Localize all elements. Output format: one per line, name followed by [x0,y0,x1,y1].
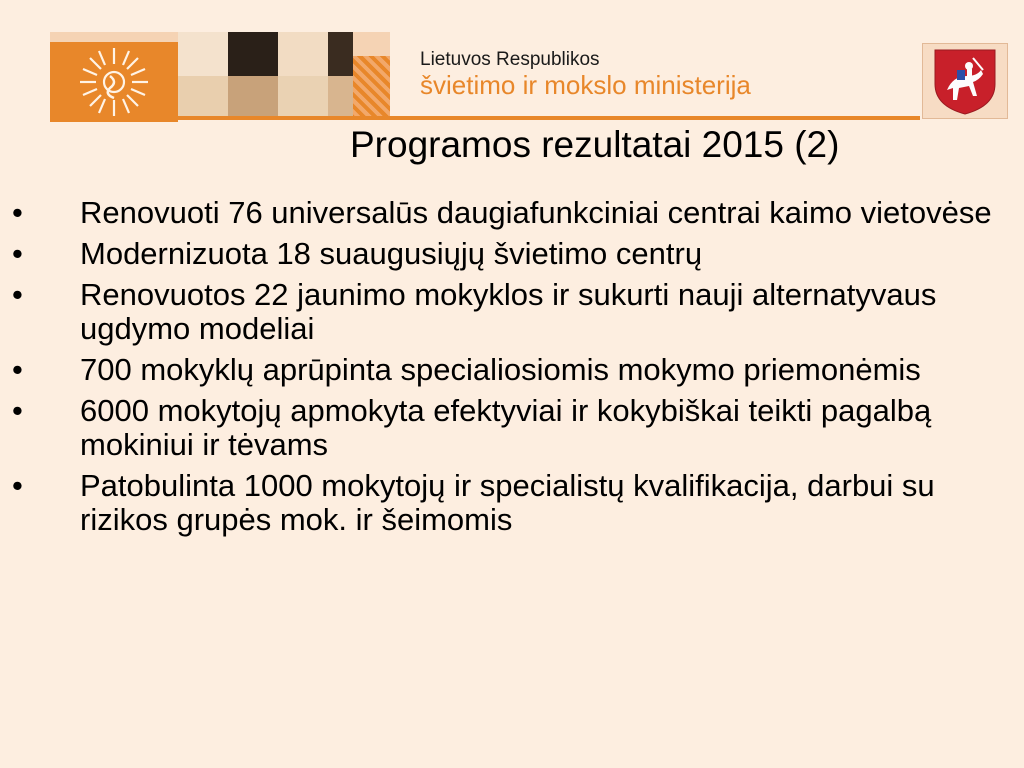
list-item-text: Modernizuota 18 suaugusiųjų švietimo centrų [80,236,703,271]
bullet-marker: • [12,236,23,271]
organization-name [420,50,751,99]
bullet-marker: • [12,468,23,503]
list-item [0,394,1010,462]
list-item [0,278,1010,346]
list-item [0,469,1010,537]
org-line-2: švietimo ir mokslo ministerija [420,69,751,100]
header-divider [50,116,920,120]
list-item-text: Patobulinta 1000 mokytojų ir specialistų kvalifikacija, darbui su rizikos grupės mok. ir šeimomis [80,468,935,537]
list-item-text: Renovuotos 22 jaunimo mokyklos ir sukurti nauji alternatyvaus ugdymo modeliai [80,277,937,346]
org-line-1: Lietuvos Respublikos [420,49,600,70]
lithuanian-coat-of-arms-icon [922,43,1008,119]
list-item-text: 700 mokyklų aprūpinta specialiosiomis mokymo priemonėmis [80,352,921,387]
list-item-text: 6000 mokytojų apmokyta efektyviai ir kokybiškai teikti pagalbą mokiniui ir tėvams [80,393,932,462]
list-item [0,237,1010,271]
list-item [0,353,1010,387]
bullet-marker: • [12,352,23,387]
bullet-marker: • [12,393,23,428]
header-photo [178,32,353,120]
bullet-marker: • [12,195,23,230]
ministry-logo-icon [50,42,178,122]
list-item-text: Renovuoti 76 universalūs daugiafunkciniai centrai kaimo vietovėse [80,195,992,230]
bullet-list [0,196,1010,544]
header-stripe [353,56,390,120]
slide-title: Programos rezultatai 2015 (2) [350,124,840,165]
header-banner [50,32,390,120]
bullet-marker: • [12,277,23,312]
list-item [0,196,1010,230]
